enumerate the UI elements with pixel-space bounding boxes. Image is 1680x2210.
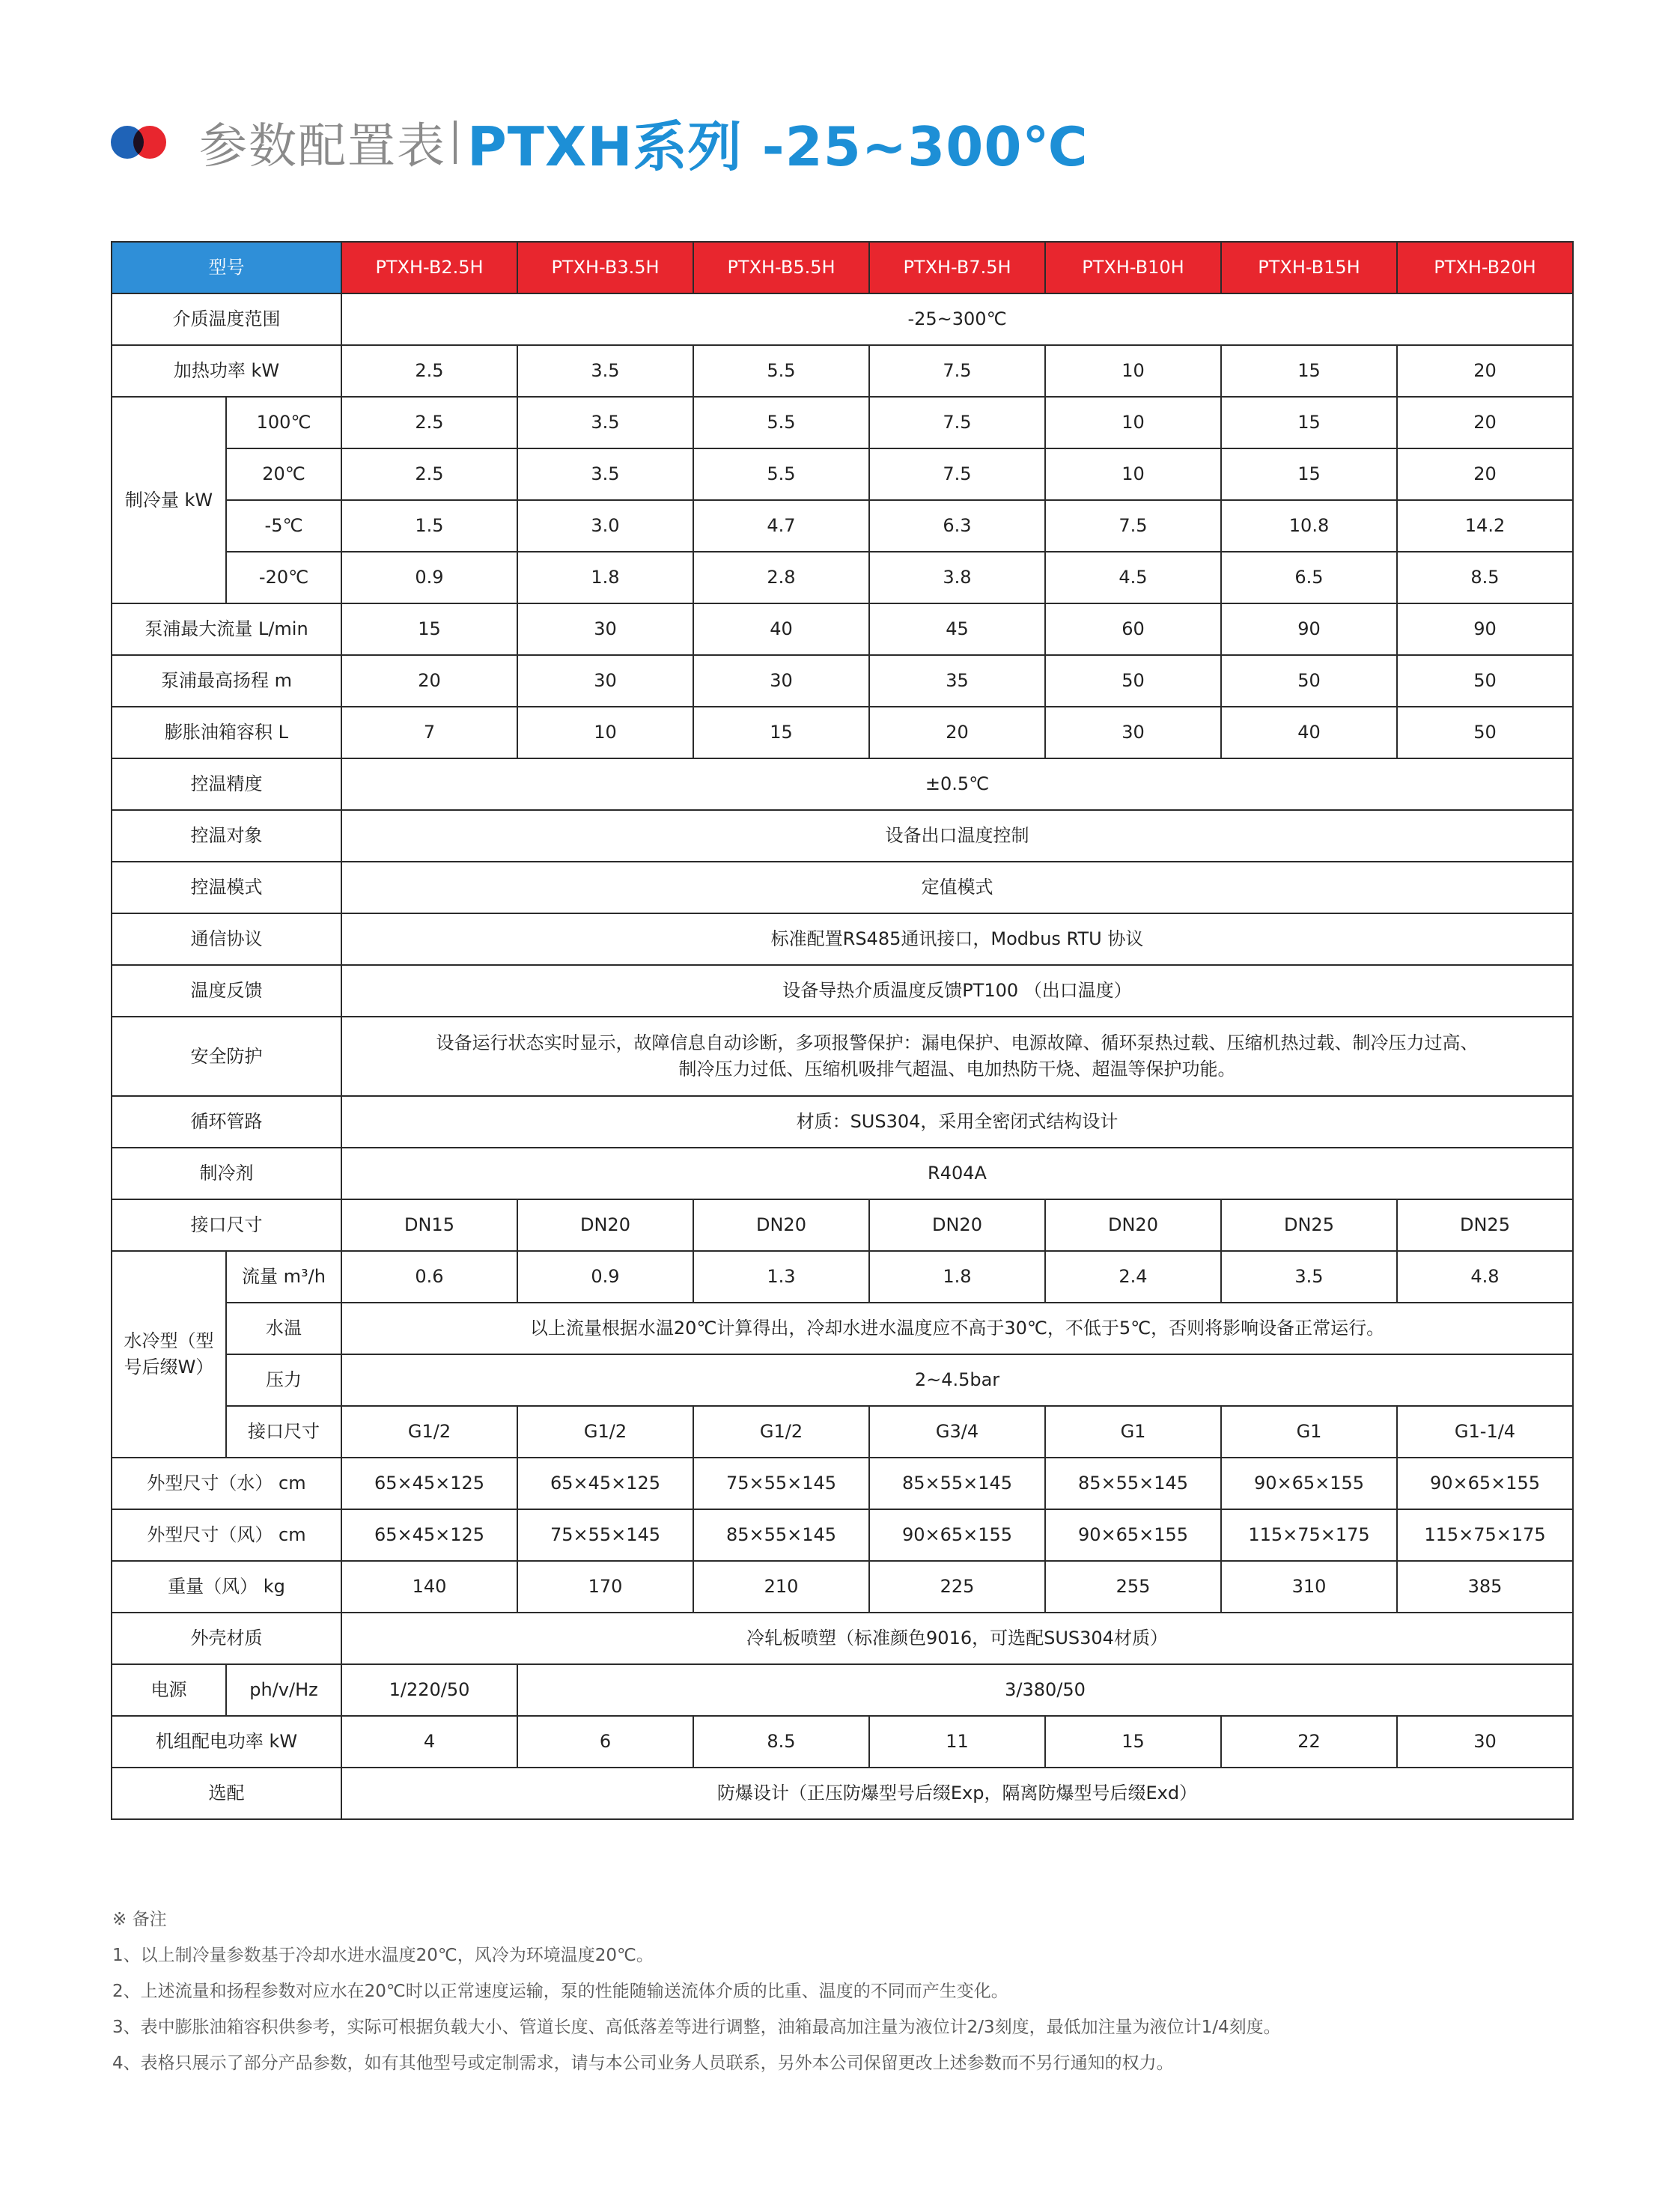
value-cell: 115×75×175 — [1397, 1509, 1573, 1561]
cooling-temp-label: 20℃ — [226, 448, 341, 500]
spanned-value: ±0.5℃ — [341, 758, 1573, 810]
header-model-name: PTXH-B3.5H — [517, 242, 693, 293]
row-precision — [112, 758, 1573, 810]
row-label: 介质温度范围 — [112, 293, 341, 345]
value-cell: 7.5 — [869, 397, 1045, 448]
row-label: 接口尺寸 — [112, 1199, 341, 1251]
row-option — [112, 1768, 1573, 1819]
header-model-label: 型号 — [112, 242, 341, 293]
row-label: 控温对象 — [112, 810, 341, 862]
row-pump-flow — [112, 603, 1573, 655]
value-cell: 90 — [1221, 603, 1397, 655]
value-cell: 7 — [341, 707, 517, 758]
value-cell: DN20 — [869, 1199, 1045, 1251]
value-cell: 2.5 — [341, 345, 517, 397]
value-cell: 8.5 — [693, 1716, 869, 1768]
value-cell: 30 — [1397, 1716, 1573, 1768]
row-control-mode — [112, 862, 1573, 913]
value-cell: 1.8 — [869, 1251, 1045, 1303]
value-cell: 1.5 — [341, 500, 517, 552]
value-cell: 3.0 — [517, 500, 693, 552]
header-model-name: PTXH-B10H — [1045, 242, 1221, 293]
spec-table-body — [112, 242, 1573, 1819]
row-weight — [112, 1561, 1573, 1613]
value-cell: 6.3 — [869, 500, 1045, 552]
value-cell: 225 — [869, 1561, 1045, 1613]
row-label: 膨胀油箱容积 L — [112, 707, 341, 758]
value-cell: G1/2 — [517, 1406, 693, 1458]
row-tank-volume — [112, 707, 1573, 758]
row-label: 温度反馈 — [112, 965, 341, 1017]
value-cell: 2.5 — [341, 397, 517, 448]
value-cell: 5.5 — [693, 345, 869, 397]
spanned-value: 3/380/50 — [517, 1664, 1573, 1716]
value-cell: 170 — [517, 1561, 693, 1613]
value-cell: 10.8 — [1221, 500, 1397, 552]
value-cell: 6 — [517, 1716, 693, 1768]
row-water-port — [112, 1406, 1573, 1458]
value-cell: G3/4 — [869, 1406, 1045, 1458]
value-cell: 10 — [1045, 397, 1221, 448]
value-cell: 50 — [1397, 707, 1573, 758]
value-cell: 3.5 — [517, 397, 693, 448]
spanned-value: 冷轧板喷塑（标准颜色9016，可选配SUS304材质） — [341, 1613, 1573, 1664]
value-cell: 85×55×145 — [1045, 1458, 1221, 1509]
row-cooling — [112, 448, 1573, 500]
value-cell: DN15 — [341, 1199, 517, 1251]
page-title-light: 参数配置表 — [199, 119, 446, 174]
value-cell: 2.4 — [1045, 1251, 1221, 1303]
value-cell: 4.8 — [1397, 1251, 1573, 1303]
value-cell: 90×65×155 — [1397, 1458, 1573, 1509]
value-cell: 7.5 — [869, 448, 1045, 500]
row-label: 重量（风） kg — [112, 1561, 341, 1613]
value-cell: 22 — [1221, 1716, 1397, 1768]
row-unit-power — [112, 1716, 1573, 1768]
title-separator — [454, 121, 457, 164]
row-label: 电源 — [112, 1664, 226, 1716]
sub-label: 压力 — [226, 1354, 341, 1406]
note-item: 4、表格只展示了部分产品参数，如有其他型号或定制需求，请与本公司业务人员联系，另外本公司保留更改上述参数而不另行通知的权力。 — [112, 2054, 1174, 2073]
spanned-value: 标准配置RS485通讯接口，Modbus RTU 协议 — [341, 913, 1573, 965]
value-cell: 8.5 — [1397, 552, 1573, 603]
value-cell: 15 — [1045, 1716, 1221, 1768]
brand-logo-icon — [111, 121, 171, 163]
page-title-bold: PTXH系列 -25~300℃ — [467, 115, 1089, 178]
value-cell: 1.3 — [693, 1251, 869, 1303]
value-cell: DN20 — [693, 1199, 869, 1251]
value-cell: 0.9 — [517, 1251, 693, 1303]
row-label: 通信协议 — [112, 913, 341, 965]
value-cell: 45 — [869, 603, 1045, 655]
value-cell: 30 — [693, 655, 869, 707]
value-cell: 4 — [341, 1716, 517, 1768]
value-cell: 20 — [341, 655, 517, 707]
header-model-name: PTXH-B7.5H — [869, 242, 1045, 293]
value-cell: 255 — [1045, 1561, 1221, 1613]
row-label: 外型尺寸（水） cm — [112, 1458, 341, 1509]
row-cooling — [112, 552, 1573, 603]
value-cell: G1 — [1221, 1406, 1397, 1458]
row-label: 安全防护 — [112, 1017, 341, 1096]
spec-table — [111, 241, 1574, 1820]
value-cell: 15 — [1221, 345, 1397, 397]
value-cell: 5.5 — [693, 397, 869, 448]
cooling-temp-label: -5℃ — [226, 500, 341, 552]
row-label: 泵浦最高扬程 m — [112, 655, 341, 707]
value-cell: 50 — [1397, 655, 1573, 707]
value-cell: G1/2 — [341, 1406, 517, 1458]
value-cell: 0.9 — [341, 552, 517, 603]
logo-red-circle — [133, 126, 166, 159]
header-model-name: PTXH-B5.5H — [693, 242, 869, 293]
value-cell: 3.5 — [517, 448, 693, 500]
value-cell: DN20 — [517, 1199, 693, 1251]
value-cell: 210 — [693, 1561, 869, 1613]
row-label: 外型尺寸（风） cm — [112, 1509, 341, 1561]
value-cell: G1/2 — [693, 1406, 869, 1458]
value-cell: 90×65×155 — [1045, 1509, 1221, 1561]
value-cell: 65×45×125 — [517, 1458, 693, 1509]
spanned-value: R404A — [341, 1148, 1573, 1199]
header-model-name: PTXH-B20H — [1397, 242, 1573, 293]
row-label: 机组配电功率 kW — [112, 1716, 341, 1768]
safety-line: 设备运行状态实时显示，故障信息自动诊断，多项报警保护：漏电保护、电源故障、循环泵热过载、压缩机热过载、制冷压力过高、 — [436, 1032, 1479, 1054]
header-model-name: PTXH-B2.5H — [341, 242, 517, 293]
value-cell: 2.8 — [693, 552, 869, 603]
value-cell: 10 — [1045, 448, 1221, 500]
water-cooled-group-label: 水冷型（型号后缀W） — [112, 1251, 226, 1458]
value-cell: 65×45×125 — [341, 1458, 517, 1509]
value-cell: 35 — [869, 655, 1045, 707]
value-cell: 11 — [869, 1716, 1045, 1768]
note-item: 1、以上制冷量参数基于冷却水进水温度20℃，风冷为环境温度20℃。 — [112, 1946, 654, 1965]
value-cell: 90×65×155 — [1221, 1458, 1397, 1509]
row-label: 制冷剂 — [112, 1148, 341, 1199]
value-cell: 6.5 — [1221, 552, 1397, 603]
spanned-value: 防爆设计（正压防爆型号后缀Exp，隔离防爆型号后缀Exd） — [341, 1768, 1573, 1819]
spanned-value: 定值模式 — [341, 862, 1573, 913]
notes — [112, 1902, 1281, 2081]
sub-label: 水温 — [226, 1303, 341, 1354]
cooling-temp-label: 100℃ — [226, 397, 341, 448]
value-cell: 15 — [693, 707, 869, 758]
value-cell: 5.5 — [693, 448, 869, 500]
value-cell: 50 — [1045, 655, 1221, 707]
row-power — [112, 1664, 1573, 1716]
row-water-flow — [112, 1251, 1573, 1303]
value-cell: 1.8 — [517, 552, 693, 603]
value-cell: 3.5 — [517, 345, 693, 397]
safety-value — [341, 1017, 1573, 1096]
value-cell: DN20 — [1045, 1199, 1221, 1251]
row-safety — [112, 1017, 1573, 1096]
cooling-group-label: 制冷量 kW — [112, 397, 226, 603]
row-shell — [112, 1613, 1573, 1664]
value-cell: 85×55×145 — [693, 1509, 869, 1561]
value-cell: 0.6 — [341, 1251, 517, 1303]
value-cell: 4.7 — [693, 500, 869, 552]
table-header-row — [112, 242, 1573, 293]
value-cell: DN25 — [1221, 1199, 1397, 1251]
value-cell: 20 — [1397, 397, 1573, 448]
value-cell: 140 — [341, 1561, 517, 1613]
value-cell: 40 — [693, 603, 869, 655]
row-label: 泵浦最大流量 L/min — [112, 603, 341, 655]
header-model-name: PTXH-B15H — [1221, 242, 1397, 293]
spanned-value: 设备导热介质温度反馈PT100 （出口温度） — [341, 965, 1573, 1017]
row-medium-temp — [112, 293, 1573, 345]
spanned-value: 材质：SUS304，采用全密闭式结构设计 — [341, 1096, 1573, 1148]
sub-label: ph/v/Hz — [226, 1664, 341, 1716]
value-cell: 310 — [1221, 1561, 1397, 1613]
value-cell: 20 — [1397, 345, 1573, 397]
value-cell: 15 — [1221, 448, 1397, 500]
spanned-value: 以上流量根据水温20℃计算得出，冷却水进水温度应不高于30℃，不低于5℃，否则将影响设备正常运行。 — [341, 1303, 1573, 1354]
row-refrigerant — [112, 1148, 1573, 1199]
value-cell: 90 — [1397, 603, 1573, 655]
value-cell: 30 — [517, 603, 693, 655]
value-cell: 40 — [1221, 707, 1397, 758]
row-cooling — [112, 397, 1573, 448]
row-dims-water — [112, 1458, 1573, 1509]
value-cell: 7.5 — [1045, 500, 1221, 552]
value-cell: 60 — [1045, 603, 1221, 655]
row-label: 控温精度 — [112, 758, 341, 810]
row-label: 控温模式 — [112, 862, 341, 913]
value-cell: DN25 — [1397, 1199, 1573, 1251]
value-cell: 30 — [517, 655, 693, 707]
row-protocol — [112, 913, 1573, 965]
page-header — [111, 105, 1089, 180]
value-cell: 7.5 — [869, 345, 1045, 397]
value-cell: 4.5 — [1045, 552, 1221, 603]
value-cell: 75×55×145 — [693, 1458, 869, 1509]
note-item: 2、上述流量和扬程参数对应水在20℃时以正常速度运输，泵的性能随输送流体介质的比重、温度的不同而产生变化。 — [112, 1982, 1008, 2001]
row-dims-air — [112, 1509, 1573, 1561]
spanned-value: 设备出口温度控制 — [341, 810, 1573, 862]
value-cell: 1/220/50 — [341, 1664, 517, 1716]
value-cell: 2.5 — [341, 448, 517, 500]
row-cooling — [112, 500, 1573, 552]
value-cell: G1 — [1045, 1406, 1221, 1458]
value-cell: 115×75×175 — [1221, 1509, 1397, 1561]
spanned-value: 2~4.5bar — [341, 1354, 1573, 1406]
row-water-temp — [112, 1303, 1573, 1354]
value-cell: 10 — [517, 707, 693, 758]
note-item: 3、表中膨胀油箱容积供参考，实际可根据负载大小、管道长度、高低落差等进行调整，油箱最高加注量为液位计2/3刻度，最低加注量为液位计1/4刻度。 — [112, 2018, 1281, 2037]
value-cell: 90×65×155 — [869, 1509, 1045, 1561]
row-piping — [112, 1096, 1573, 1148]
value-cell: 20 — [869, 707, 1045, 758]
value-cell: 14.2 — [1397, 500, 1573, 552]
value-cell: 20 — [1397, 448, 1573, 500]
row-control-target — [112, 810, 1573, 862]
value-cell: 15 — [341, 603, 517, 655]
value-cell: 10 — [1045, 345, 1221, 397]
row-feedback — [112, 965, 1573, 1017]
value-cell: 15 — [1221, 397, 1397, 448]
notes-title: ※ 备注 — [112, 1910, 167, 1929]
row-label: 选配 — [112, 1768, 341, 1819]
safety-line: 制冷压力过低、压缩机吸排气超温、电加热防干烧、超温等保护功能。 — [678, 1059, 1236, 1080]
row-label: 外壳材质 — [112, 1613, 341, 1664]
row-label: 加热功率 kW — [112, 345, 341, 397]
value-cell: 385 — [1397, 1561, 1573, 1613]
row-pump-head — [112, 655, 1573, 707]
row-water-pressure — [112, 1354, 1573, 1406]
row-label: 循环管路 — [112, 1096, 341, 1148]
value-cell: 85×55×145 — [869, 1458, 1045, 1509]
value-cell: G1-1/4 — [1397, 1406, 1573, 1458]
sub-label: 流量 m³/h — [226, 1251, 341, 1303]
value-cell: 75×55×145 — [517, 1509, 693, 1561]
cooling-temp-label: -20℃ — [226, 552, 341, 603]
value-cell: 65×45×125 — [341, 1509, 517, 1561]
value-cell: 3.5 — [1221, 1251, 1397, 1303]
value-cell: 3.8 — [869, 552, 1045, 603]
value-cell: 30 — [1045, 707, 1221, 758]
sub-label: 接口尺寸 — [226, 1406, 341, 1458]
spanned-value: -25~300℃ — [341, 293, 1573, 345]
row-heating-power — [112, 345, 1573, 397]
value-cell: 50 — [1221, 655, 1397, 707]
row-port-size — [112, 1199, 1573, 1251]
